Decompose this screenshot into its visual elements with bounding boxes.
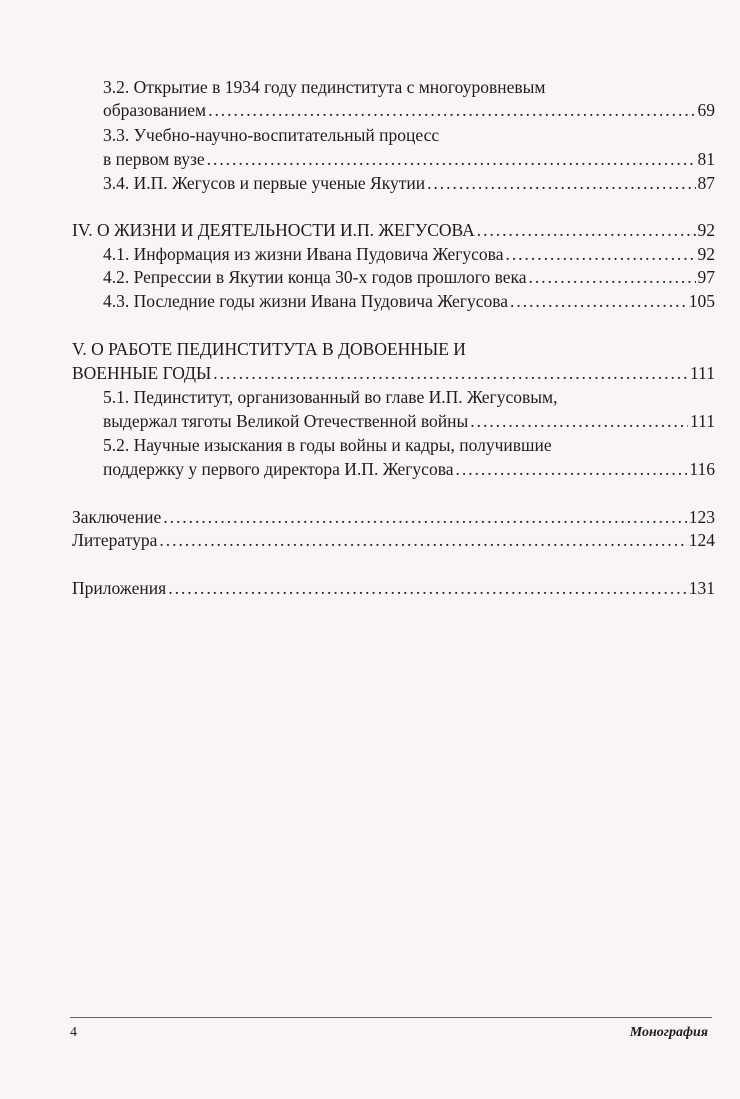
- toc-5-2-page: 116: [689, 459, 715, 479]
- dot-leader: [208, 99, 695, 121]
- toc-entry-4-3[interactable]: [103, 290, 715, 312]
- toc-entry-3-4[interactable]: [103, 172, 715, 194]
- dot-leader: [510, 290, 687, 312]
- dot-leader: [529, 266, 696, 288]
- toc-5-1-page: 111: [690, 411, 715, 431]
- toc-3-4-page: 87: [697, 173, 715, 193]
- toc-chapter-5-title-line1: V. О РАБОТЕ ПЕДИНСТИТУТА В ДОВОЕННЫЕ И: [72, 339, 466, 359]
- toc-entry-appendix[interactable]: [72, 577, 715, 599]
- toc-entry-literature[interactable]: [72, 529, 715, 551]
- toc-4-2-title: 4.2. Репрессии в Якутии конца 30-х годов прошлого века: [103, 267, 527, 287]
- toc-conclusion-page: 123: [688, 507, 715, 527]
- toc-entry-3-3[interactable]: [103, 148, 715, 170]
- toc-entry-chapter-4[interactable]: [72, 219, 715, 241]
- toc-appendix-page: 131: [688, 578, 715, 598]
- toc-appendix-title: Приложения: [72, 578, 167, 598]
- toc-3-2-title-line2: образованием: [103, 100, 207, 120]
- toc-entry-chapter-5[interactable]: [72, 362, 715, 384]
- toc-4-3-page: 105: [688, 291, 715, 311]
- dot-leader: [168, 577, 687, 599]
- dot-leader: [470, 410, 688, 432]
- toc-entry-3-2[interactable]: [103, 99, 715, 121]
- toc-chapter-5-page: 111: [690, 363, 715, 383]
- toc-chapter-4-page: 92: [697, 220, 715, 240]
- toc-entry-4-2[interactable]: [103, 266, 715, 288]
- toc-5-1-title-line2: выдержал тяготы Великой Отечественной войны: [103, 411, 469, 431]
- toc-3-2-page: 69: [697, 100, 715, 120]
- dot-leader: [505, 243, 695, 265]
- dot-leader: [213, 362, 688, 384]
- toc-3-3-title-line2: в первом вузе: [103, 149, 205, 169]
- dot-leader: [163, 506, 687, 528]
- toc-chapter-5-title-line2: ВОЕННЫЕ ГОДЫ: [72, 363, 212, 383]
- toc-entry-5-2[interactable]: [103, 458, 715, 480]
- page-number: 4: [70, 1025, 77, 1040]
- toc-3-3-page: 81: [697, 149, 715, 169]
- toc-3-2-title-line1: 3.2. Открытие в 1934 году пединститута с многоуровневым: [103, 77, 546, 97]
- toc-3-3-title-line1: 3.3. Учебно-научно-воспитательный процесс: [103, 125, 440, 145]
- toc-conclusion-title: Заключение: [72, 507, 162, 527]
- toc-5-1-title-line1: 5.1. Пединститут, организованный во главе И.П. Жегусовым,: [103, 387, 558, 407]
- toc-4-1-page: 92: [697, 244, 715, 264]
- toc-3-4-title: 3.4. И.П. Жегусов и первые ученые Якутии: [103, 173, 426, 193]
- toc-5-2-title-line2: поддержку у первого директора И.П. Жегусова: [103, 459, 454, 479]
- dot-leader: [207, 148, 696, 170]
- toc-4-2-page: 97: [697, 267, 715, 287]
- toc-entry-5-1[interactable]: [103, 410, 715, 432]
- footer-divider: [70, 1017, 712, 1018]
- toc-entry-conclusion[interactable]: [72, 506, 715, 528]
- toc-chapter-4-title: IV. О ЖИЗНИ И ДЕЯТЕЛЬНОСТИ И.П. ЖЕГУСОВА: [72, 220, 475, 240]
- toc-4-1-title: 4.1. Информация из жизни Ивана Пудовича Жегусова: [103, 244, 504, 264]
- dot-leader: [477, 219, 696, 241]
- dot-leader: [456, 458, 688, 480]
- toc-entry-4-1[interactable]: [103, 243, 715, 265]
- dot-leader: [159, 529, 686, 551]
- running-footer-title: Монография: [629, 1025, 708, 1040]
- toc-4-3-title: 4.3. Последние годы жизни Ивана Пудовича Жегусова: [103, 291, 509, 311]
- toc-literature-page: 124: [688, 530, 715, 550]
- toc-5-2-title-line1: 5.2. Научные изыскания в годы войны и кадры, получившие: [103, 435, 552, 455]
- dot-leader: [427, 172, 695, 194]
- toc-literature-title: Литература: [72, 530, 158, 550]
